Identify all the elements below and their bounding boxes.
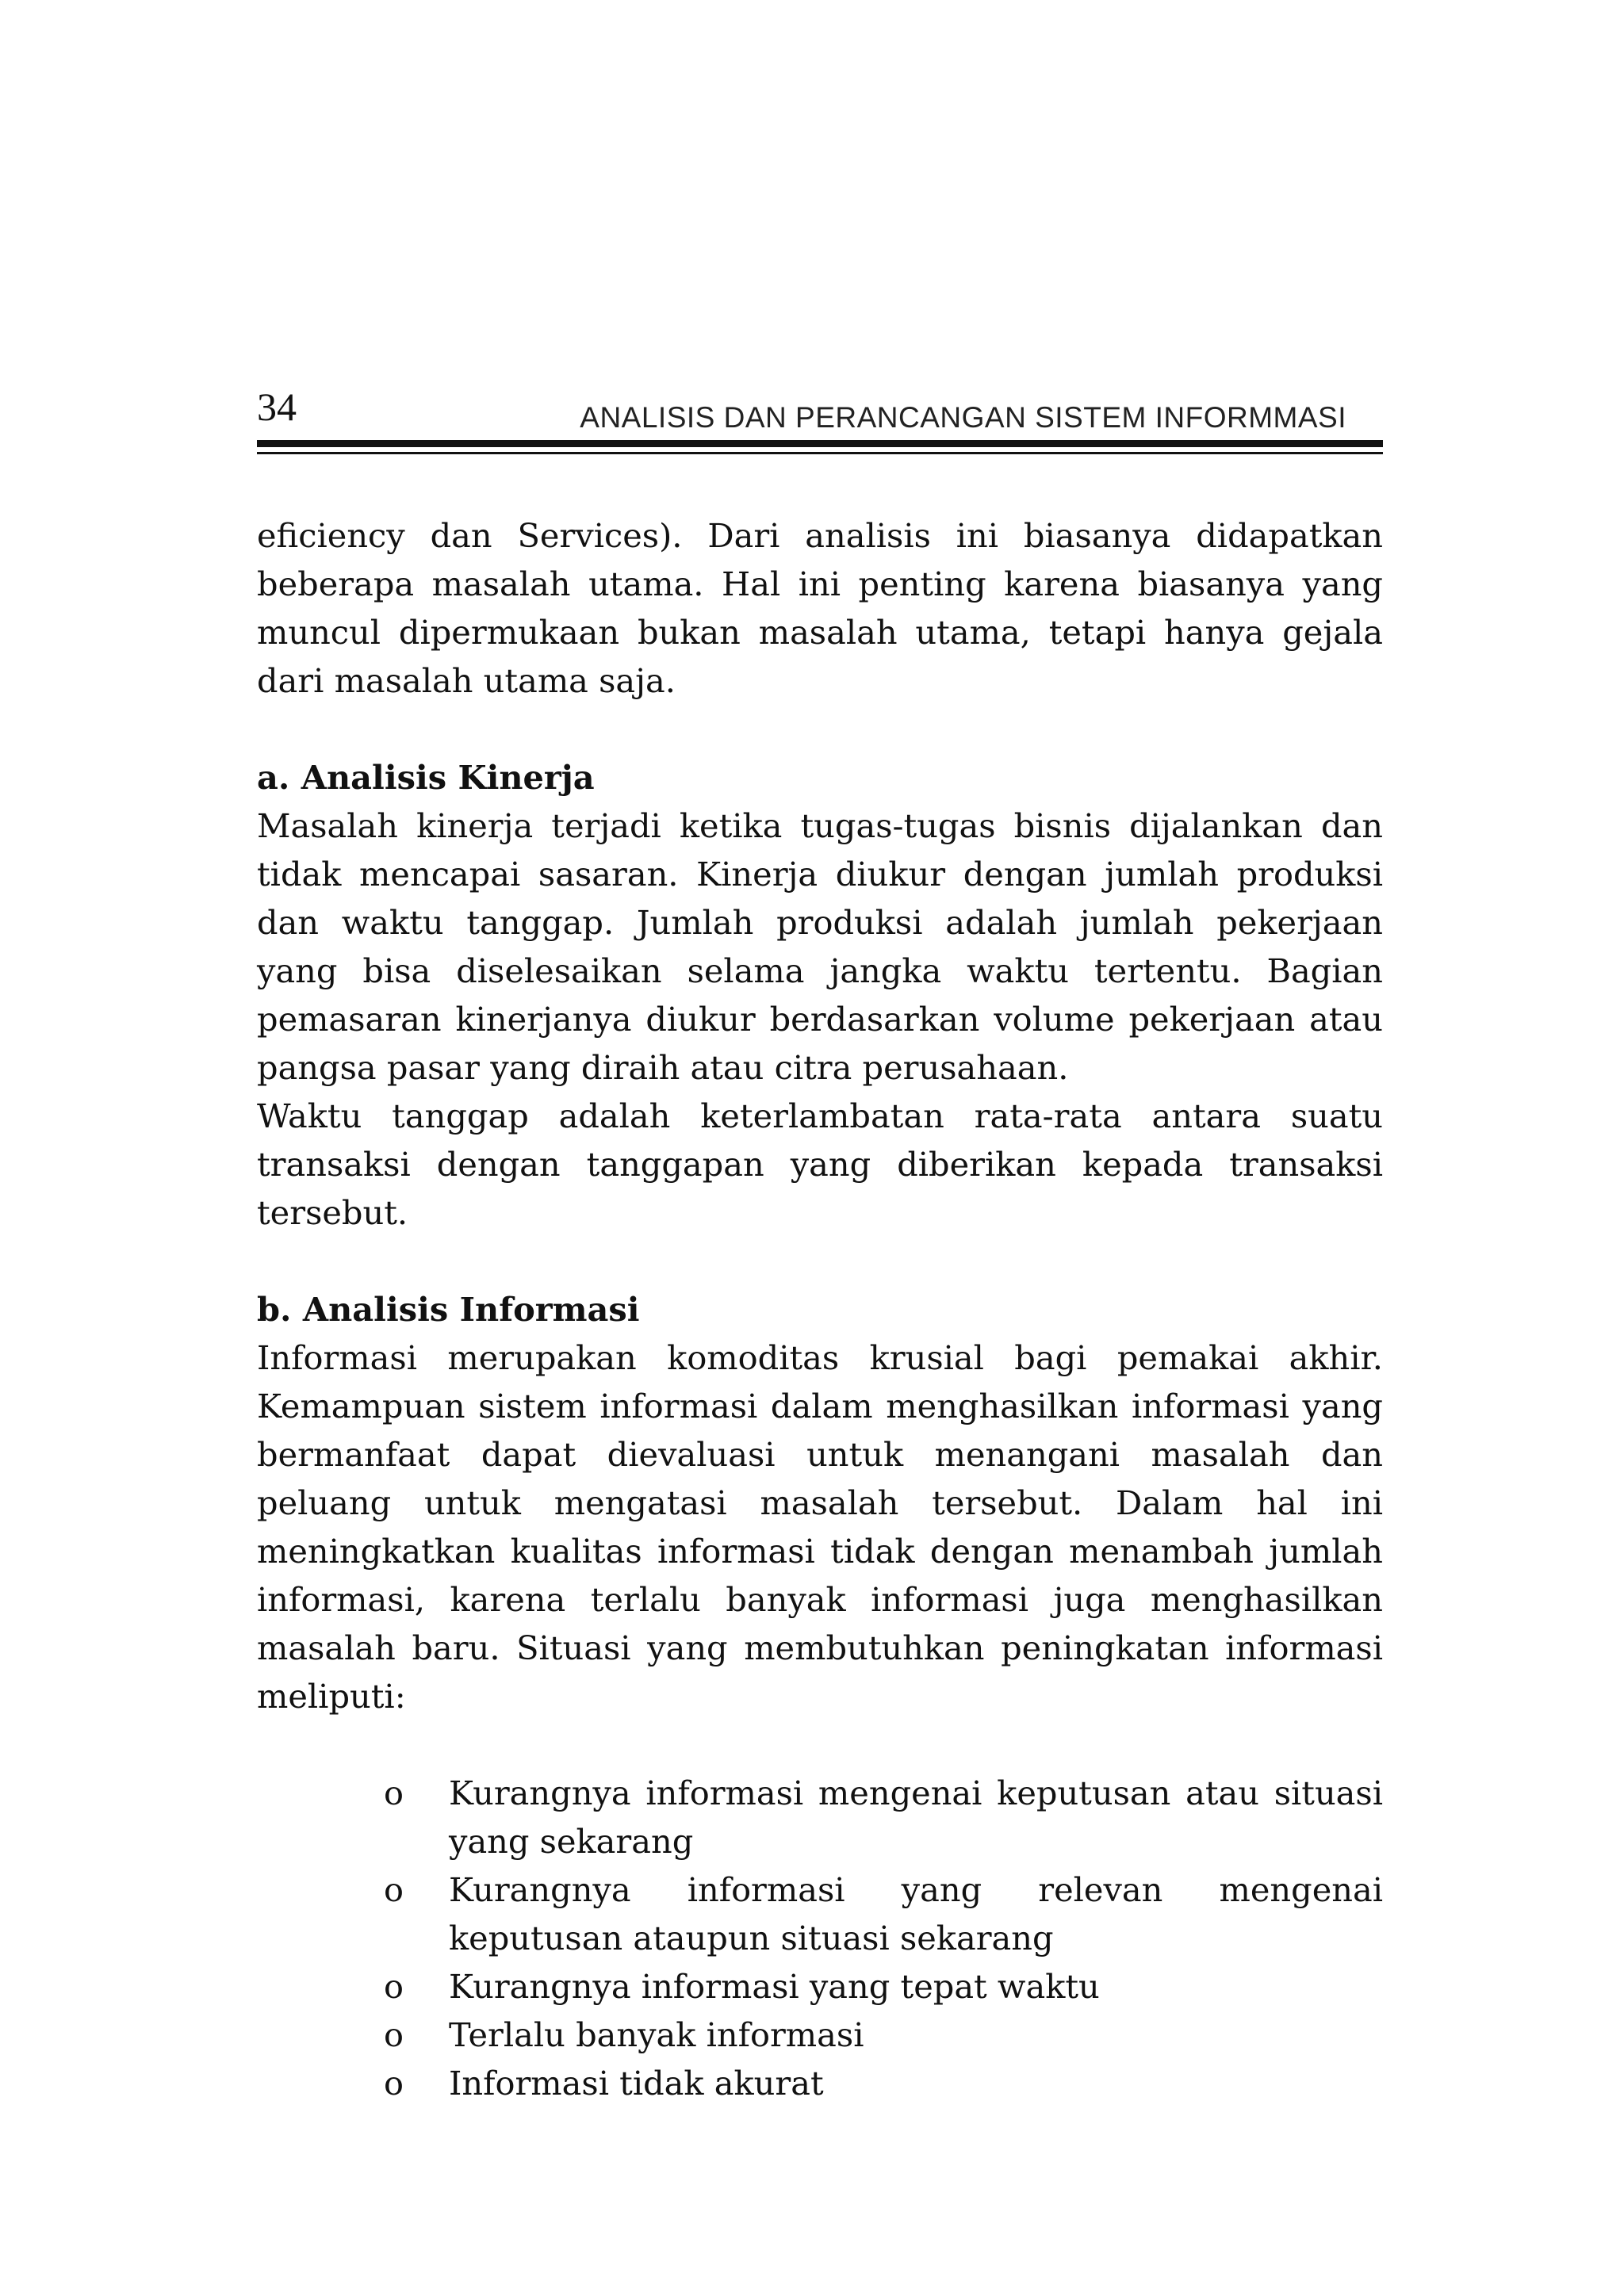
section-b-heading: b. Analisis Informasi [257, 1290, 640, 1329]
running-header-title: ANALISIS DAN PERANCANGAN SISTEM INFORMMASI [580, 401, 1346, 434]
list-item [376, 1769, 1383, 1866]
list-item [376, 2011, 1383, 2059]
section-a-paragraph-1: Masalah kinerja terjadi ketika tugas-tugas bisnis dijalankan dan tidak mencapai sasaran. Kinerja diukur dengan jumlah produksi dan waktu tanggap. Jumlah produksi adalah jumlah pekerjaan yang bisa diselesaikan selama jangka waktu tertentu. Bagian pemasaran kinerjanya diukur berdasarkan volume pekerjaan atau pangsa pasar yang diraih atau citra perusahaan. [257, 806, 1383, 1087]
intro-paragraph: eficiency dan Services). Dari analisis ini biasanya didapatkan beberapa masalah utama. Hal ini penting karena biasanya yang muncul dipermukaan bukan masalah utama, tetapi hanya gejala dari masalah utama saja. [257, 516, 1383, 700]
list-item-text: Kurangnya informasi yang tepat waktu [449, 1967, 1100, 2006]
page-body [257, 511, 1383, 2107]
bullet-list [257, 1769, 1383, 2107]
list-item-text: Kurangnya informasi mengenai keputusan atau situasi yang sekarang [449, 1774, 1383, 1861]
page-number: 34 [257, 385, 297, 429]
header-rule-thick [257, 440, 1383, 447]
bullet-circle-icon: o [384, 1774, 404, 1812]
bullet-circle-icon: o [384, 2064, 404, 2103]
bullet-circle-icon: o [384, 1967, 404, 2006]
header-rule-thin [257, 452, 1383, 454]
paragraph-gap [257, 1720, 1383, 1769]
list-item-text: Informasi tidak akurat [449, 2064, 824, 2103]
section-a-paragraph-2: Waktu tanggap adalah keterlambatan rata-rata antara suatu transaksi dengan tanggapan yang diberikan kepada transaksi tersebut. [257, 1096, 1383, 1232]
list-item [376, 1866, 1383, 1962]
bullet-circle-icon: o [384, 2015, 404, 2054]
list-item-text: Terlalu banyak informasi [449, 2015, 864, 2054]
list-item [376, 1962, 1383, 2011]
bullet-circle-icon: o [384, 1870, 404, 1909]
list-item-text: Kurangnya informasi yang relevan mengenai keputusan ataupun situasi sekarang [449, 1870, 1383, 1957]
paragraph-gap [257, 1237, 1383, 1285]
paragraph-gap [257, 705, 1383, 753]
section-b-paragraph-1: Informasi merupakan komoditas krusial bagi pemakai akhir. Kemampuan sistem informasi dalam menghasilkan informasi yang bermanfaat dapat dievaluasi untuk menangani masalah dan peluang untuk mengatasi masalah tersebut. Dalam hal ini meningkatkan kualitas informasi tidak dengan menambah jumlah informasi, karena terlalu banyak informasi juga menghasilkan masalah baru. Situasi yang membutuhkan peningkatan informasi meliputi: [257, 1338, 1383, 1716]
list-item [376, 2059, 1383, 2107]
section-a-heading: a. Analisis Kinerja [257, 758, 595, 797]
